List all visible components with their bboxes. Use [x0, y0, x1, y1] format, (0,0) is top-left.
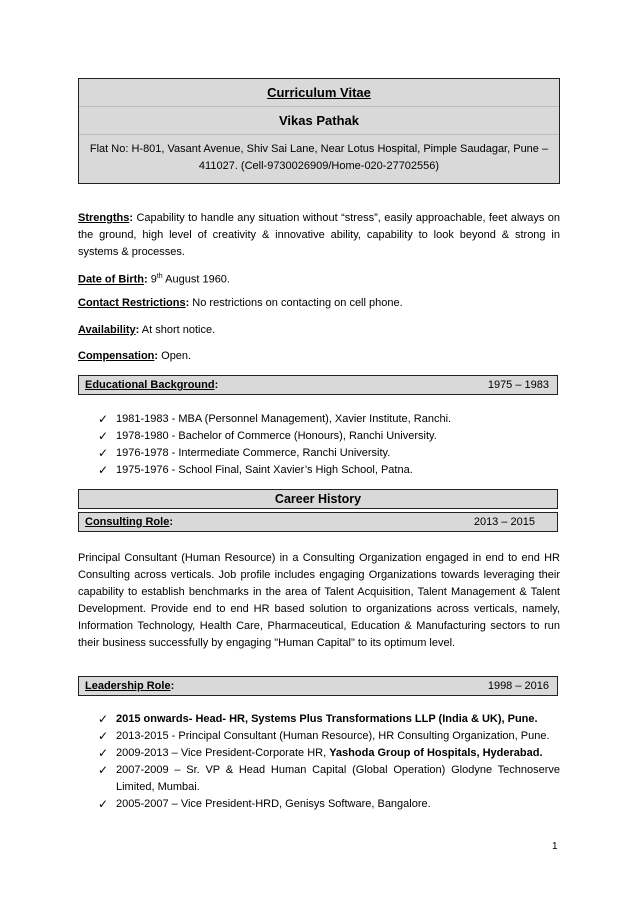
checkmark-icon: ✓: [98, 712, 109, 726]
leadership-item-text: 2007-2009 – Sr. VP & Head Human Capital (Global Operation) Glodyne Technoserve Limited, Mumbai.: [116, 764, 560, 793]
checkmark-icon: ✓: [98, 429, 109, 443]
list-item: [98, 711, 560, 728]
availability-text: At short notice.: [139, 324, 216, 336]
education-item-text: 1976-1978 - Intermediate Commerce, Ranchi University.: [116, 447, 391, 459]
list-item: [98, 745, 560, 762]
leadership-label: [85, 680, 174, 692]
list-item: [98, 728, 560, 745]
availability-colon: :: [135, 324, 140, 336]
cv-title: [79, 79, 559, 107]
education-list: [98, 411, 560, 479]
education-item-text: 1978-1980 - Bachelor of Commerce (Honours), Ranchi University.: [116, 430, 437, 442]
career-history-title: Career History: [274, 492, 362, 506]
checkmark-icon: ✓: [98, 463, 109, 477]
checkmark-icon: ✓: [98, 746, 109, 760]
consulting-description: Principal Consultant (Human Resource) in a Consulting Organization engaged in end to end HR Consulting across verticals. Job profile includes engaging Organizations towards leveraging their capability to establish benchmarks in the area of Talent Acquisition, Talent Management & Talent Development. Provide end to end HR based solution to organizations across verticals, namely, Information Technology, Health Care, Pharmaceutical, Education & Manufacturing sectors to run their business successfully by engaging "Human Capital" to its optimum level.: [78, 552, 560, 649]
header-box: [78, 78, 560, 184]
leadership-list: [98, 711, 560, 813]
career-history-bar: [78, 489, 558, 509]
list-item: [98, 411, 560, 428]
cv-title-text: Curriculum Vitae: [267, 85, 371, 100]
compensation-paragraph: [78, 348, 560, 365]
education-colon: :: [214, 379, 219, 391]
checkmark-icon: ✓: [98, 412, 109, 426]
list-item: [98, 462, 560, 479]
strengths-text: Capability to handle any situation without “stress”, easily approachable, feet always on the ground, high level of creativity & innovative ability, capability to look beyond & strong in systems & processes.: [78, 212, 560, 258]
consulting-colon: :: [169, 516, 173, 528]
contact-label: Contact Restrictions: [78, 297, 186, 309]
contact-text: No restrictions on contacting on cell phone.: [189, 297, 403, 309]
strengths-paragraph: [78, 210, 560, 261]
dob-day: 9: [147, 273, 157, 286]
education-label: [85, 379, 218, 391]
page-number: 1: [552, 841, 558, 852]
education-item-text: 1981-1983 - MBA (Personnel Management), Xavier Institute, Ranchi.: [116, 413, 452, 425]
education-bar: [78, 375, 558, 395]
education-item-text: 1975-1976 - School Final, Saint Xavier’s High School, Patna.: [116, 464, 413, 476]
compensation-label: Compensation: [78, 350, 155, 362]
list-item: [98, 445, 560, 462]
dob-paragraph: [78, 268, 560, 289]
strengths-colon: :: [129, 212, 134, 224]
list-item: [98, 762, 560, 796]
education-label-text: Educational Background: [85, 379, 215, 391]
leadership-item-text: 2013-2015 - Principal Consultant (Human Resource), HR Consulting Organization, Pune.: [116, 730, 550, 742]
compensation-text: Open.: [158, 350, 192, 362]
candidate-address: Flat No: H-801, Vasant Avenue, Shiv Sai Lane, Near Lotus Hospital, Pimple Saudagar, Pune – 411027. (Cell-9730026909/Home-020-27702556): [89, 143, 549, 172]
leadership-years: 1998 – 2016: [487, 680, 549, 692]
contact-paragraph: [78, 295, 560, 312]
candidate-name: Vikas Pathak: [79, 107, 559, 135]
leadership-label-text: Leadership Role: [85, 680, 171, 692]
availability-label: Availability: [78, 324, 136, 336]
checkmark-icon: ✓: [98, 797, 109, 811]
consulting-label: [85, 516, 173, 528]
dob-label: Date of Birth: [78, 273, 144, 286]
dob-suffix: th: [156, 273, 163, 280]
leadership-item-text: 2015 onwards- Head- HR, Systems Plus Transformations LLP (India & UK), Pune.: [116, 713, 538, 725]
list-item: [98, 428, 560, 445]
compensation-colon: :: [154, 350, 159, 362]
checkmark-icon: ✓: [98, 729, 109, 743]
leadership-item-text: 2009-2013 – Vice President-Corporate HR,: [116, 747, 330, 759]
strengths-label: Strengths: [78, 212, 130, 224]
leadership-colon: :: [170, 680, 175, 692]
consulting-label-text: Consulting Role: [85, 516, 170, 528]
consulting-bar: [78, 512, 558, 532]
dob-colon: :: [144, 273, 148, 286]
consulting-years: 2013 – 2015: [473, 516, 535, 528]
checkmark-icon: ✓: [98, 446, 109, 460]
checkmark-icon: ✓: [98, 763, 109, 777]
list-item: [98, 796, 560, 813]
education-years: 1975 – 1983: [487, 379, 549, 391]
availability-paragraph: [78, 322, 560, 339]
contact-colon: :: [185, 297, 190, 309]
leadership-item-text: 2005-2007 – Vice President-HRD, Genisys Software, Bangalore.: [116, 798, 431, 810]
leadership-bar: [78, 676, 558, 696]
dob-rest: August 1960.: [162, 273, 230, 286]
leadership-item-bold: Yashoda Group of Hospitals, Hyderabad.: [329, 747, 543, 759]
